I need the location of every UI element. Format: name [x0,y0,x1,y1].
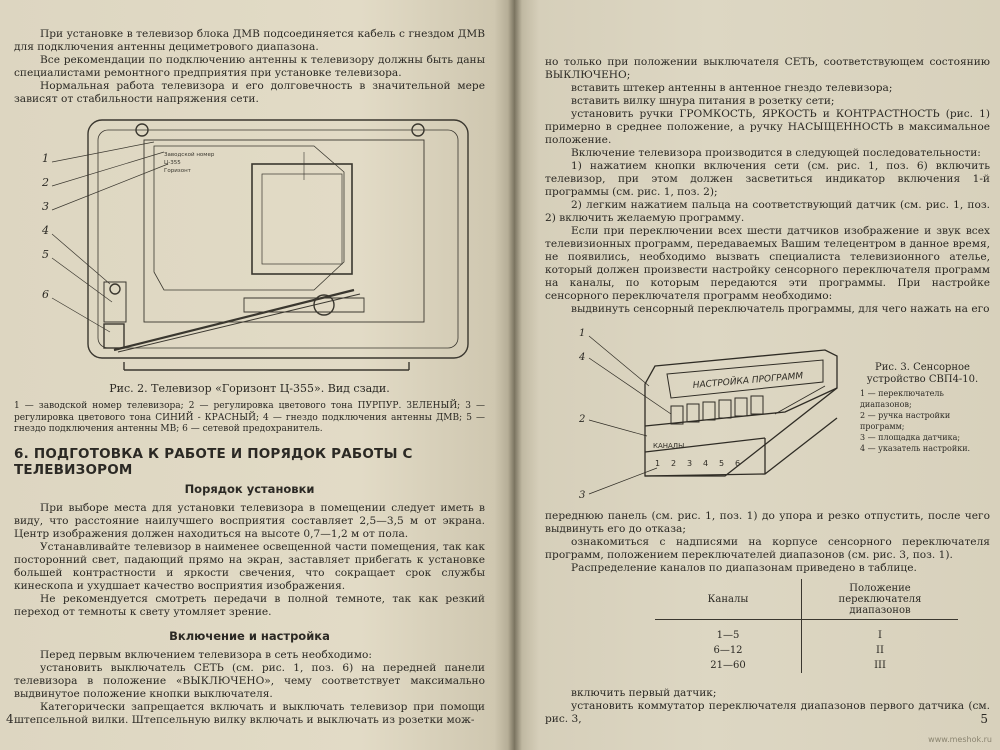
body-paragraph: ознакомиться с надписями на корпусе сенсорного переключателя программ, положением переключателей диапазонов (см. рис. 3, поз. 1). [545,536,990,561]
body-paragraph: установить коммутатор переключателя диапазонов первого датчика (см. рис. 3, [545,700,990,725]
body-paragraph: выдвинуть сенсорный переключатель программы, для чего нажать на его [571,303,990,315]
sensor-button-2: 2 [671,459,677,468]
figure-2-tv-back-drawing [14,112,484,374]
table-cell: 1—5 [655,620,802,644]
body-paragraph: включить первый датчик; [571,687,717,699]
fig3-callout-1: 1 [579,328,586,339]
device-label-tuning: НАСТРОЙКА ПРОГРАММ [692,371,804,391]
fig3-callout-2: 2 [579,414,586,425]
table-cell: II [876,645,884,656]
figure-3-caption: Рис. 3. Сенсорное устройство СВП4-10. [866,362,979,385]
figure-2-legend: 1 — заводской номер телевизора; 2 — регулировка цветового тона ПУРПУР. ЗЕЛЕНЫЙ; 3 — регулировка цветового тона СИНИЙ - КРАСНЫЙ; 4 — гнездо подключения антенны ДМВ; 5 — гнездо подключения антенны МВ; 6 — сетевой предохранитель. [14,401,485,434]
callout-6: 6 [42,288,49,301]
table-header-channels: Каналы [655,579,802,620]
body-paragraph: Категорически запрещается включать и выключать телевизор при помощи штепсельной вилки. Штепсельную вилку включать и выключать из розетки мож- [14,700,485,726]
table-row [655,658,958,673]
body-paragraph: установить выключатель СЕТЬ (см. рис. 1, поз. 6) на передней панели телевизора в положение «ВЫКЛЮЧЕНО», чему соответствует максимально выдвинутое положение кнопки выключателя. [14,661,485,700]
page-number-right: 5 [980,712,988,726]
fig3-callout-3: 3 [579,490,586,501]
body-paragraph: Распределение каналов по диапазонам приведено в таблице. [571,562,917,574]
page-number-left: 4 [6,712,14,726]
section-title: 6. ПОДГОТОВКА К РАБОТЕ И ПОРЯДОК РАБОТЫ С ТЕЛЕВИЗОРОМ [14,445,413,478]
model-label: Ц-355 [164,160,181,166]
figure-3-legend-item: 1 — переключатель диапазонов; [860,389,944,409]
callout-4: 4 [42,224,49,237]
figure-3-legend-item: 2 — ручка настройки программ; [860,411,951,431]
body-paragraph: но только при положении выключателя СЕТЬ, соответствующем состоянию ВЫКЛЮЧЕНО; [545,56,990,81]
figure-3-legend-item: 3 — площадка датчика; [860,433,961,442]
body-paragraph: 2) легким нажатием пальца на соответствующий датчик (см. рис. 1, поз. 2) включить желаемую программу. [545,199,990,224]
table-row [655,643,958,658]
figure-3-sensor-device-drawing [575,326,875,506]
callout-2: 2 [42,176,49,189]
body-paragraph: При выборе места для установки телевизора в помещении следует иметь в виду, что расстояние наилучшего восприятия составляет 2,5—3,5 м от экрана. Центр изображения должен находиться на высоте 0,7—1,2 м от пола. [14,501,485,540]
channel-range-table [655,579,958,673]
book-gutter-shadow [508,0,522,750]
subsection-title-power-on: Включение и настройка [169,628,330,643]
sensor-button-5: 5 [719,459,725,468]
intro-paragraph: Все рекомендации по подключению антенны к телевизору должны быть даны специалистами ремонтного предприятия при установке телевизора. [14,54,485,79]
figure-3-legend [860,388,980,454]
subsection-title-installation: Порядок установки [184,481,315,496]
callout-1: 1 [42,152,49,165]
device-label-channels: КАНАЛЫ [653,442,685,450]
intro-paragraph: При установке в телевизор блока ДМВ подсоединяется кабель с гнездом ДМВ для подключения антенны дециметрового диапазона. [14,28,485,53]
sensor-button-4: 4 [703,459,709,468]
table-cell: I [878,630,882,641]
table-row [655,620,958,644]
callout-3: 3 [42,200,49,213]
body-paragraph: Перед первым включением телевизора в сеть необходимо: [40,648,372,661]
intro-paragraph: Нормальная работа телевизора и его долговечность в значительной мере зависят от стабильности напряжения сети. [14,80,485,105]
body-paragraph: Устанавливайте телевизор в наименее освещенной части помещения, так как посторонний свет, падающий прямо на экран, заставляет прибегать к установке большей контрастности и яркости свечения, что сокращает срок службы кинескопа и ухудшает качество восприятия изображения. [14,540,485,592]
fig3-callout-4: 4 [579,352,586,363]
watermark: www.meshok.ru [928,735,992,744]
body-paragraph: Если при переключении всех шести датчиков изображение и звук всех телевизионных программ, передаваемых Вашим телецентром в данное время, не появились, необходимо вызвать специалиста телевизионного ателье, который должен произвести настройку сенсорного переключателя программ на каналы, по которым передаются эти программы. При настройке сенсорного переключателя программ необходимо: [545,225,990,302]
body-paragraph: установить ручки ГРОМКОСТЬ, ЯРКОСТЬ и КОНТРАСТНОСТЬ (рис. 1) примерно в среднее положение, а ручку НАСЫЩЕННОСТЬ в максимальное положение. [545,108,990,146]
body-paragraph: вставить вилку шнура питания в розетку сети; [571,95,835,107]
body-paragraph: Не рекомендуется смотреть передачи в полной темноте, так как резкий переход от темноты к свету утомляет зрение. [14,592,485,618]
body-paragraph: вставить штекер антенны в антенное гнездо телевизора; [571,82,893,94]
body-paragraph: 1) нажатием кнопки включения сети (см. рис. 1, поз. 6) включить телевизор, при этом должен засветиться индикатор включения 1-й программы (см. рис. 1, поз. 2); [545,160,990,198]
table-cell: III [874,660,886,671]
figure-3-legend-item: 4 — указатель настройки. [860,444,971,453]
sensor-button-1: 1 [655,459,661,468]
body-paragraph: Включение телевизора производится в следующей последовательности: [571,147,981,159]
body-paragraph: переднюю панель (см. рис. 1, поз. 1) до упора и резко отпустить, после чего выдвинуть его до отказа; [545,510,990,535]
table-header-range-position: Положение переключателя диапазонов [802,579,959,620]
brand-label: Горизонт [164,168,191,174]
callout-5: 5 [42,248,49,261]
table-cell: 6—12 [655,643,802,658]
table-cell: 21—60 [655,658,802,673]
sensor-button-3: 3 [687,459,693,468]
figure-2-caption: Рис. 2. Телевизор «Горизонт Ц-355». Вид сзади. [109,382,390,395]
serial-number-label: Заводской номер [164,152,215,158]
sensor-button-6: 6 [735,459,741,468]
